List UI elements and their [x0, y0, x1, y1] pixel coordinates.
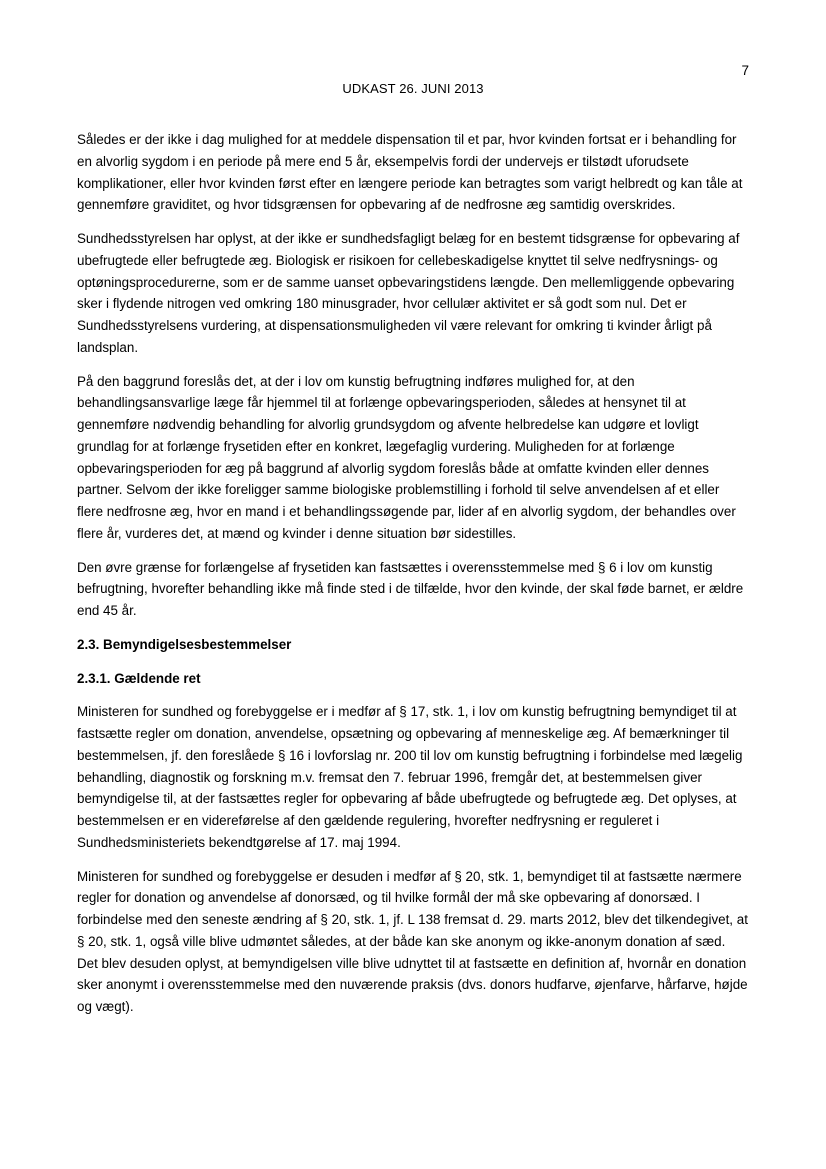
paragraph-4: Den øvre grænse for forlængelse af frysetiden kan fastsættes i overensstemmelse med § 6 i lov om kunstig befrugtning, hvorefter behandling ikke må finde sted i de tilfælde, hvor den kvinde, der skal føde barnet, er ældre end 45 år.	[77, 559, 744, 618]
subsection-heading: 2.3.1. Gældende ret	[77, 670, 201, 686]
paragraph-5: Ministeren for sundhed og forebyggelse er i medfør af § 17, stk. 1, i lov om kunstig befrugtning bemyndiget til at fastsætte regler om donation, anvendelse, opsætning og opbevaring af menneskelige æg. Af bemærkninger til bestemmelsen, jf. den foreslåede § 16 i lovforslag nr. 200 til lov om kunstig befrugtning i forbindelse med lægelig behandling, diagnostik og forskning m.v. fremsat den 7. februar 1996, fremgår det, at bestemmelsen giver bemyndigelse til, at der fastsættes regler for opbevaring af både ubefrugtede og befrugtede æg. Det oplyses, at bestemmelsen er en videreførelse af den gældende regulering, hvorefter nedfrysning er reguleret i Sundhedsministeriets bekendtgørelse af 17. maj 1994.	[77, 704, 743, 850]
section-heading: 2.3. Bemyndigelsesbestemmelser	[77, 636, 292, 652]
paragraph-3: På den baggrund foreslås det, at der i lov om kunstig befrugtning indføres mulighed for, at den behandlingsansvarlige læge får hjemmel til at forlænge opbevaringsperioden, således at hensynet til at gennemføre nødvendig behandling for alvorlig grundsygdom og afvente helbredelse kan udgøre et lovligt grundlag for at forlænge frysetiden efter en konkret, lægefaglig vurdering. Muligheden for at forlænge opbevaringsperioden for æg på baggrund af alvorlig sygdom foreslås både at omfatte kvinden eller dennes partner. Selvom der ikke foreligger samme biologiske problemstilling i forhold til selve anvendelsen af et eller flere nedfrosne æg, hvor en mand i et behandlingssøgende par, lider af en alvorlig sygdom, der behandles over flere år, vurderes det, at mænd og kvinder i denne situation bør sidestilles.	[77, 373, 736, 541]
document-header: UDKAST 26. JUNI 2013	[342, 81, 484, 96]
page-number: 7	[741, 63, 749, 78]
paragraph-2: Sundhedsstyrelsen har oplyst, at der ikke er sundhedsfagligt belæg for en bestemt tidsgrænse for opbevaring af ubefrugtede eller befrugtede æg. Biologisk er risikoen for cellebeskadigelse knyttet til selve nedfrysnings- og optøningsprocedurerne, som er de samme uanset opbevaringstidens længde. Den mellemliggende opbevaring sker i flydende nitrogen ved omkring 180 minusgrader, hvor cellulær aktivitet er så godt som nul. Det er Sundhedsstyrelsens vurdering, at dispensationsmuligheden vil være relevant for omkring ti kvinder årligt på landsplan.	[77, 231, 740, 355]
paragraph-1: Således er der ikke i dag mulighed for at meddele dispensation til et par, hvor kvinden fortsat er i behandling for en alvorlig sygdom i en periode på mere end 5 år, eksempelvis fordi der undervejs er tilstødt uforudsete komplikationer, eller hvor kvinden først efter en længere periode kan betragtes som varigt helbredt og kan tåle at gennemføre graviditet, og hvor tidsgrænsen for opbevaring af de nedfrosne æg samtidig overskrides.	[77, 132, 743, 213]
document-body	[77, 129, 749, 1030]
paragraph-6: Ministeren for sundhed og forebyggelse er desuden i medfør af § 20, stk. 1, bemyndiget til at fastsætte nærmere regler for donation og anvendelse af donorsæd, og til hvilke formål der må ske opbevaring af donorsæd. I forbindelse med den seneste ændring af § 20, stk. 1, jf. L 138 fremsat d. 29. marts 2012, blev det tilkendegivet, at § 20, stk. 1, også ville blive udmøntet således, at der både kan ske anonym og ikke-anonym donation af sæd. Det blev desuden oplyst, at bemyndigelsen ville blive udnyttet til at fastsætte en definition af, hvornår en donation sker anonymt i overensstemmelse med den nuværende praksis (dvs. donors hudfarve, øjenfarve, hårfarve, højde og vægt).	[77, 868, 748, 1014]
